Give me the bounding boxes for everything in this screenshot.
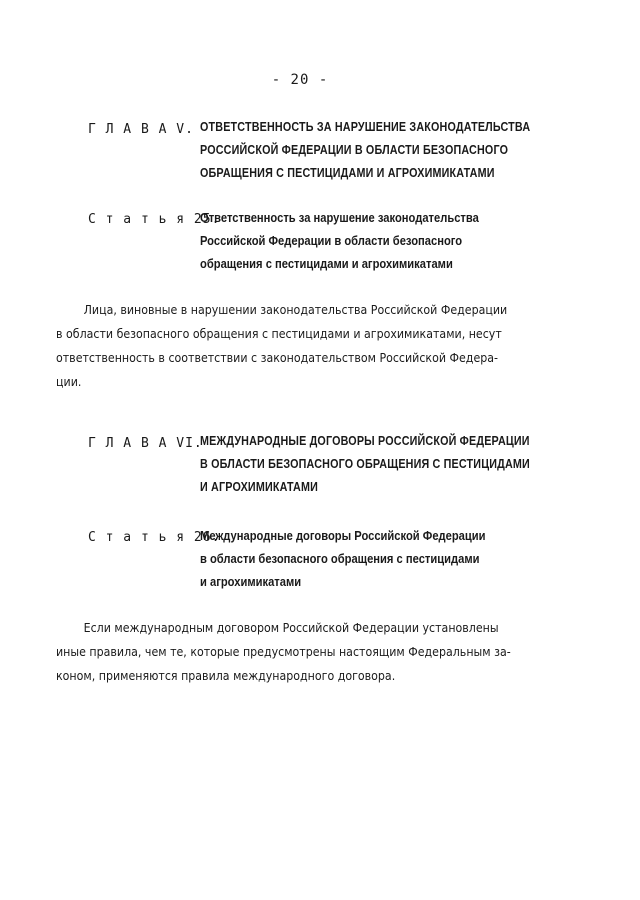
article-25-text-line: ции. [56, 375, 82, 389]
article-26-text [56, 616, 511, 688]
article-25-text-line: в области безопасного обращения с пестицидами и агрохимикатами, несут [56, 327, 502, 341]
article-25-text-line: Лица, виновные в нарушении законодательства Российской Федерации [83, 303, 508, 317]
chapter-5-title-line: РОССИЙСКОЙ ФЕДЕРАЦИИ В ОБЛАСТИ БЕЗОПАСНОГО [200, 143, 509, 157]
article-26-title-line: в области безопасного обращения с пестицидами [200, 551, 480, 566]
article-26-label: С т а т ь я 26. [88, 530, 221, 545]
chapter-5-label: Г Л А В А V. [88, 122, 194, 137]
article-26-text-line: коном, применяются правила международного договора. [56, 669, 396, 683]
article-25-label: С т а т ь я 25. [88, 212, 221, 227]
article-26-title-line: Международные договоры Российской Федерации [200, 528, 486, 543]
page-number: - 20 - [271, 72, 329, 88]
article-25-text [56, 298, 508, 394]
article-25-title-line: обращения с пестицидами и агрохимикатами [200, 256, 453, 271]
chapter-6-title [200, 430, 530, 499]
article-25-title-line: Ответственность за нарушение законодательства [200, 210, 479, 225]
chapter-6-title-line: МЕЖДУНАРОДНЫЕ ДОГОВОРЫ РОССИЙСКОЙ ФЕДЕРАЦИИ [200, 434, 530, 448]
chapter-5-title-line: ОТВЕТСТВЕННОСТЬ ЗА НАРУШЕНИЕ ЗАКОНОДАТЕЛЬСТВА [200, 120, 531, 134]
chapter-6-title-line: И АГРОХИМИКАТАМИ [200, 480, 319, 494]
article-26-text-line: Если международным договором Российской Федерации установлены [83, 621, 499, 635]
chapter-6-label: Г Л А В А VI. [88, 436, 203, 451]
article-26-text-line: иные правила, чем те, которые предусмотрены настоящим Федеральным за- [56, 645, 511, 659]
article-25-text-line: ответственность в соответствии с законодательством Российской Федера- [56, 351, 499, 365]
chapter-5-title [200, 116, 531, 185]
article-25-title-line: Российской Федерации в области безопасного [200, 233, 463, 248]
chapter-5-title-line: ОБРАЩЕНИЯ С ПЕСТИЦИДАМИ И АГРОХИМИКАТАМИ [200, 166, 495, 180]
article-26-title [200, 524, 484, 593]
article-25-title [200, 206, 484, 275]
article-26-title-line: и агрохимикатами [200, 574, 302, 589]
chapter-6-title-line: В ОБЛАСТИ БЕЗОПАСНОГО ОБРАЩЕНИЯ С ПЕСТИЦИДАМИ [200, 457, 530, 471]
